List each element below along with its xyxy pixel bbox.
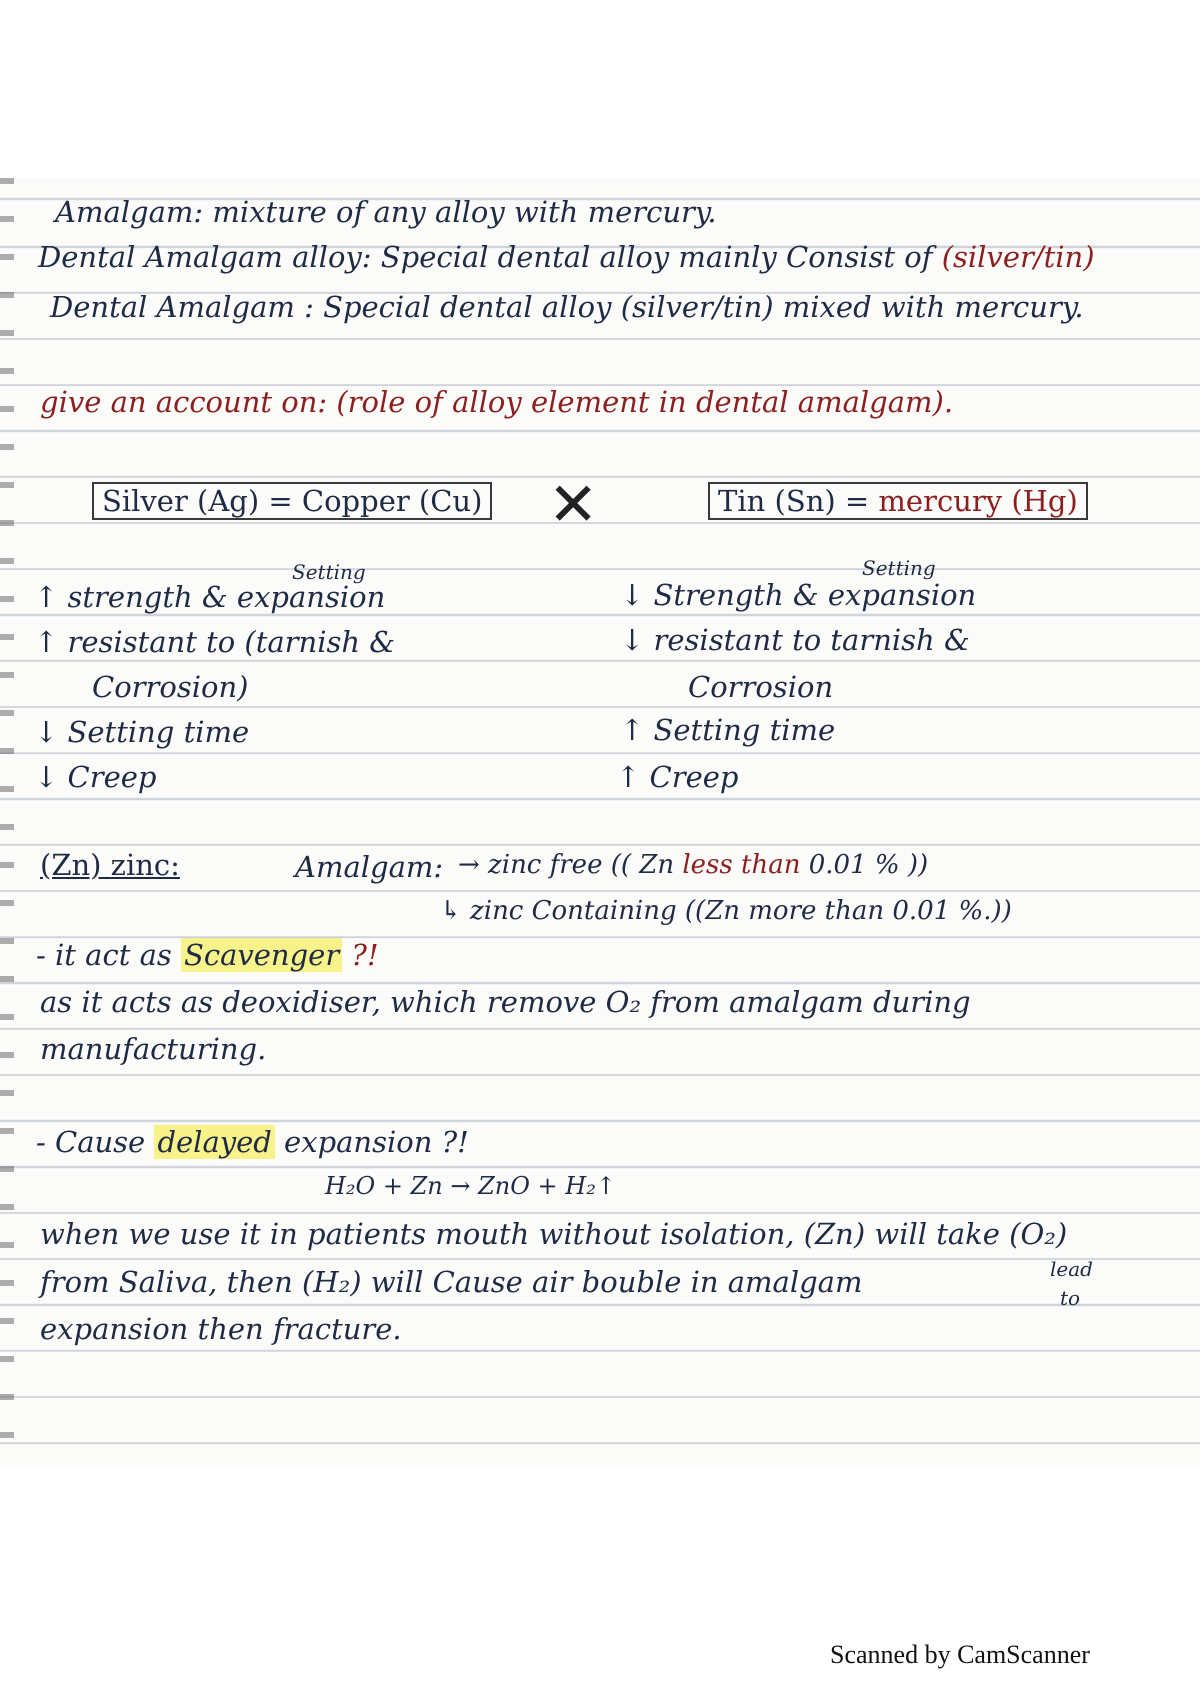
setting-label-right: Setting xyxy=(862,556,936,580)
zinc-containing: ↳ zinc Containing ((Zn more than 0.01 %.)) xyxy=(440,896,1012,926)
right-box xyxy=(708,482,1088,520)
spiral-binding xyxy=(0,178,14,1468)
note-text-red: (silver/tin) xyxy=(941,240,1095,274)
left-item-2: ↑ resistant to (tarnish & xyxy=(34,625,396,659)
chemical-equation: H₂O + Zn → ZnO + H₂↑ xyxy=(325,1172,616,1200)
right-item-4: ↑ Setting time xyxy=(620,713,836,747)
delayed-expansion-line xyxy=(36,1125,469,1159)
note-dental-amalgam-alloy xyxy=(38,240,1095,274)
setting-label-left: Setting xyxy=(292,560,366,584)
deoxidiser-line-2: manufacturing. xyxy=(40,1032,267,1066)
zinc-amalgam-label: Amalgam: xyxy=(295,850,444,884)
scavenger-text: - it act as xyxy=(36,938,181,972)
scavenger-highlight: Scavenger xyxy=(181,938,342,972)
zinc-free xyxy=(458,850,928,880)
page-top-margin xyxy=(0,0,1200,178)
left-item-1: ↑ strength & expansion xyxy=(34,580,386,614)
left-item-3: Corrosion) xyxy=(92,670,249,704)
tin-mercury-box xyxy=(708,482,1088,520)
zinc-heading: (Zn) zinc: xyxy=(40,848,180,882)
lead-label: lead xyxy=(1050,1257,1093,1281)
scanner-watermark: Scanned by CamScanner xyxy=(830,1640,1090,1669)
left-item-5: ↓ Creep xyxy=(34,760,157,794)
paragraph-line-2: from Saliva, then (H₂) will Cause air bouble in amalgam xyxy=(40,1265,863,1299)
zinc-free-text: → zinc free (( Zn xyxy=(458,850,683,880)
zinc-free-value: 0.01 % )) xyxy=(800,850,929,880)
right-item-1: ↓ Strength & expansion xyxy=(620,578,977,612)
less-than-text: less than xyxy=(682,850,801,880)
left-box xyxy=(92,482,492,520)
note-question: give an account on: (role of alloy element in dental amalgam). xyxy=(40,385,954,419)
delayed-highlight: delayed xyxy=(154,1125,274,1159)
note-dental-amalgam: Dental Amalgam : Special dental alloy (silver/tin) mixed with mercury. xyxy=(50,290,1084,324)
box-text-red: mercury (Hg) xyxy=(878,484,1078,518)
right-item-2: ↓ resistant to tarnish & xyxy=(620,623,970,657)
note-text: Dental Amalgam alloy: Special dental alloy mainly Consist of xyxy=(38,240,942,274)
right-item-3: Corrosion xyxy=(688,670,834,704)
scavenger-question: ?! xyxy=(342,938,379,972)
delayed-text: - Cause xyxy=(36,1125,155,1159)
right-item-5: ↑ Creep xyxy=(616,760,739,794)
left-item-4: ↓ Setting time xyxy=(34,715,250,749)
cross-icon: ✕ xyxy=(548,470,599,540)
paragraph-line-3: expansion then fracture. xyxy=(40,1312,402,1346)
expansion-text: expansion ?! xyxy=(274,1125,469,1159)
deoxidiser-line-1: as it acts as deoxidiser, which remove O₂ from amalgam during xyxy=(40,985,971,1019)
note-amalgam-definition: Amalgam: mixture of any alloy with mercury. xyxy=(55,195,717,229)
scavenger-line xyxy=(36,938,379,972)
paragraph-line-1: when we use it in patients mouth without isolation, (Zn) will take (O₂) xyxy=(40,1217,1068,1251)
silver-copper-box: Silver (Ag) = Copper (Cu) xyxy=(92,482,492,520)
to-label: to xyxy=(1060,1286,1081,1310)
box-text: Tin (Sn) = xyxy=(718,484,879,518)
